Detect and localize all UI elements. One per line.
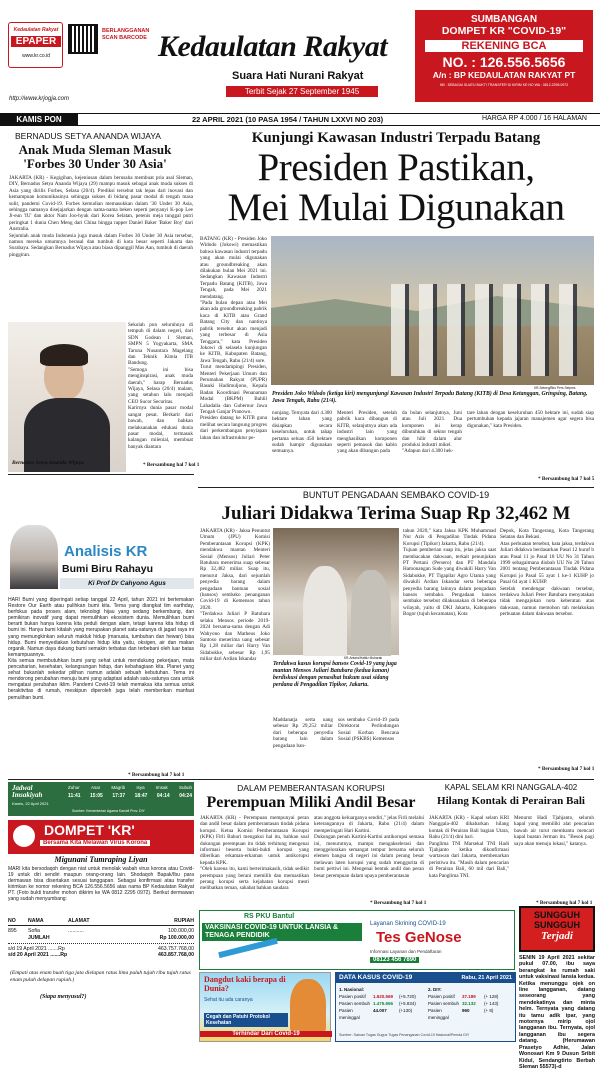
epaper-url: www.kr.co.id bbox=[22, 53, 50, 59]
jadwal-title: Jadwal Imsakiyah bbox=[12, 784, 43, 799]
vaksin-ad[interactable] bbox=[199, 910, 515, 970]
dompet-header bbox=[8, 820, 194, 854]
cell: Sofia bbox=[28, 928, 40, 934]
main-col-5: tare lahan dengan keseluruhan 450 hektare ini, sudah siap pertumbuhan kepada jajaran manajemen agar segera bisa digunakan," kata Presiden. bbox=[467, 410, 594, 429]
kapal-col-2: Menurut Hadi Tjahjanto, seluruh kapal yang memiliki alat pencarian bawah air turut membantu mencari kapal buatan Jerman itu. "Besok pagi saya akan menuju lokasi," katanya. bbox=[514, 815, 594, 847]
person-icon bbox=[351, 570, 391, 656]
jadwal-label: Imsak bbox=[155, 785, 168, 790]
kpk-continue: * Bersambung hal 7 kol 1 bbox=[370, 900, 427, 906]
sd-label: s/d 19 April 2021 .......Rp bbox=[8, 946, 65, 952]
jumlah-label: JUMLAH bbox=[28, 935, 50, 941]
stat-add: (+ 128) bbox=[484, 994, 499, 999]
stat-label: Pasien positif bbox=[428, 994, 455, 999]
phone-label: 08123 456 7890 bbox=[370, 957, 419, 963]
covid-title: DATA KASUS COVID-19 bbox=[339, 974, 413, 981]
epaper-box[interactable] bbox=[8, 22, 63, 68]
forbes-body2: Sekolah pun seluruhnya di tempuh di dalam negeri, dari SDN Godean 1 Sleman, SMPN 5 Yogyakarta, SMA Taruna Nusantara Magelang dan Teknik Kimia ITB Bandung. "Semoga ini bisa menginspirasi, anak muda daerah," harap Bernadus Wijaya, Selasa (20/4) malam, yang setahun lalu menjadi CEO Sucor Securitas. Karirnya dunia pasar modal sangat pesat. Berkarir dari bawah, dan bahkan melaksanakan edukasi dunia pasar modal, termasuk kalangan milenial, membuat banyak diantara bbox=[128, 322, 193, 450]
jadwal-time: 15:05 bbox=[90, 793, 103, 799]
juliari-col-5: Depok, Kota Tangerang, Kota Tangerang Selatan dan Bekasi. Atas perbuatan tersebut, kata jaksa, terdakwa Juliari didakwa berdasarkan Pasal 12 huruf b atau Pasal 11 jo Pasal 18 UU No 31 Tahun 1999 sebagaimana diubah UU No 20 Tahun 2001 tentang Pemberantasan Tindak Pidana Korupsi jo Pasal 55 ayat 1 ke-1 KUHP jo Pasal 64 ayat 1 KUHP. Setelah mendengar dakwaan tersebut, terdakwa Juliari Peter Batubara menyatakan tidak mengajukan nota keberatan atas dakwaan, namun memohon tah melakukan perbuatan dalam dakwaan tersebut. bbox=[500, 528, 594, 618]
jadwal-time: 11:41 bbox=[68, 793, 81, 799]
covid-date: Rabu, 21 April 2021 bbox=[461, 975, 512, 981]
kpk-kicker: DALAM PEMBERANTASAN KORUPSI bbox=[237, 783, 385, 793]
jadwal-time: 18:47 bbox=[134, 793, 148, 799]
forbes-continue: * Bersambung hal 7 kol 1 bbox=[143, 462, 200, 468]
diy-label: 2. DIY: bbox=[428, 987, 442, 992]
jumlah-value: Rp 100.000,00 bbox=[159, 935, 194, 941]
stat-label: Pasien meninggal bbox=[339, 1008, 360, 1020]
stat-value: 1.475.656 bbox=[373, 1001, 394, 1006]
sd-value: 463.757.768,00 bbox=[157, 946, 194, 952]
masthead: Kedaulatan Rakyat bbox=[158, 30, 388, 63]
stat-add: (+130) bbox=[399, 1008, 413, 1013]
stat-label: Pasien positif bbox=[339, 994, 366, 999]
jadwal-source: Sumber: Kementerian Agama Kanwil Prov. DIY bbox=[72, 809, 145, 813]
juliari-col-2: Maddanatja serta uang sebesar Rp 29,252 miliar dari beberapa penyedia barang lain dalam pengadaan ban- bbox=[273, 717, 333, 749]
dangdut-ad[interactable] bbox=[199, 972, 331, 1042]
dompet-note: (Empati atas enam buah tiga jata dielapan ratus lima puluh tujuh ribu tujuh ratus enam puluh delapan rupiah.) bbox=[10, 970, 191, 983]
juliari-kicker: BUNTUT PENGADAAN SEMBAKO COVID-19 bbox=[302, 490, 490, 500]
kpk-headline: Perempuan Miliki Andil Besar bbox=[206, 794, 416, 811]
dangdut-footer: Terhindar Dari Covid-19 bbox=[200, 1031, 332, 1037]
donation-box bbox=[415, 10, 593, 102]
sungguh-body: SENIN 19 April 2021 sekitar pukul 07.00, ibu saya berangkat ke rumah saki untuk vaksinasi lansia kedua. Ketika menunggu ojek on line langganan, datang seseorang yang mendekatinya dan minta helm. Ternyata yang datang itu tamu adik ipar, yang motornya mirip ojol langganan ibu. Ternyata, ojol langganan ibu segera datang. (Herumawan Prasetyo Adhie, Jalan Wonosari Km 9 Dusun Sribit Kidul, Sendangtirto Berbah Sleman 55573)-d bbox=[519, 955, 595, 1070]
dangdut-sub: Sehat itu ada caranya bbox=[204, 997, 253, 1003]
main-continue: * Bersambung hal 7 kol 5 bbox=[538, 476, 595, 482]
cell: ........... bbox=[68, 928, 84, 934]
dangdut-title: Dangdut kaki berapa di Dunia? bbox=[204, 975, 286, 993]
dompet-sub: Bersama Kita Melawan Virus Korona bbox=[40, 840, 150, 846]
donation-title1: SUMBANGAN bbox=[470, 14, 538, 25]
stat-add: (+ 143) bbox=[484, 1001, 499, 1006]
juliari-col-1: JAKARTA (KR) - Jaksa Penuntut Umum (JPU) Komisi Pemberantasan Korupsi (KPK) mendakwa mantan Menteri Sosial (Mensos) Juliari Peter Batubara menerima suap sebesar Rp 32,482 miliar. Suap itu, menurut Jaksa, dari sejumlah penyedia barang dalam pengadaan bantuan sosial (bansos) sembako penanganan Covid-19 di Kemensos tahun 2020. "Terdakwa Juliari P Batubara selaku Mensos periode 2019-2024 bersama-sama dengan Adi Wahyono dan Matheus Joko Santoso menerima uang sebesar Rp 1,28 miliar dari Harry Van Sidabukke, sebesar Rp 1,95 miliar dari Ardian Iskandar bbox=[200, 528, 270, 663]
dompet-tag: Migunani Tumraping Liyan bbox=[54, 855, 148, 864]
jadwal-label: Asar bbox=[90, 785, 101, 790]
jadwal-table bbox=[68, 785, 192, 799]
analisis-title: Analisis KR bbox=[64, 543, 148, 560]
main-caption: Presiden Joko Widodo (ketiga kiri) mengunjungi Kawasan Industri Terpadu Batang (KITB) di Desa Ketanggan, Gringsing, Batang, Jawa Tengah, Rabu (21/4). bbox=[272, 391, 588, 404]
main-headline-1: Presiden Pastikan, bbox=[257, 146, 535, 189]
person-hair-icon bbox=[40, 344, 88, 366]
jadwal-time: 04:24 bbox=[179, 793, 192, 799]
sungguh-title-2: SUNGGUH bbox=[533, 920, 580, 930]
person-icon bbox=[303, 566, 347, 656]
covid-header bbox=[336, 973, 515, 983]
divider bbox=[198, 487, 594, 488]
divider bbox=[8, 779, 594, 780]
juliari-continue: * Bersambung hal 7 kol 1 bbox=[538, 766, 595, 772]
epaper-label: EPAPER bbox=[11, 36, 61, 47]
col-header: NO bbox=[8, 918, 16, 924]
issue-date: 22 APRIL 2021 (10 PASA 1954 / TAHUN LXXVI NO 203) bbox=[192, 115, 384, 124]
cell: 895 bbox=[8, 928, 17, 934]
main-photo-credit: KR-Setneg/Biro Pers Setpres bbox=[534, 386, 576, 390]
tes-label: Tes GeNose bbox=[376, 929, 462, 946]
stat-value: 1.620.569 bbox=[373, 994, 394, 999]
nasional-block bbox=[339, 986, 423, 1021]
price-label: HARGA RP 4.000 / 16 HALAMAN bbox=[482, 115, 587, 122]
jadwal-date: Kamis, 22 April 2021 bbox=[12, 801, 49, 806]
forbes-headline: Anak Muda Sleman Masuk 'Forbes 30 Under 30 Asia' bbox=[18, 142, 172, 171]
sungguh-box bbox=[519, 906, 595, 952]
forbes-body: JAKARTA (KR) - Kegigihan, kejeniusan dalam berusaha membuat pria asal Sleman, DIY, Bernadus Setya Ananda Wijaya (29) mampu masuk sebagai anak muda sukses di Asia yang dirilis Forbes, Selasa (20/4). Prediksi tersebut tak lepas dari inovasi dan kemampuan komunikasinya sehingga sukses di bidang pasar modal di tengah masa sulit, pandemi Covid-19. Forbes kemudian memasukkan dalam '30 Under 30 Asia, sehingga namanya disejajarkan dengan nama-nama beken seperti penyanyi K-pop Lee Ji-eun 'IU' dan aktor Nam Joo-hyuk dari Korea Selatan, petenis meja tunggal putri peringkat 1 dunia Chen Meng dari China hingga rapper Daniel Baker 'Baker Boy' dari Australia. Sejumlah anak muda Indonesia juga masuk dalam Forbes 30 Under 30 Asia tersebut, namun mereka umumnya berasal dan tumbuh di kota besar seperti Jakarta dan Surabaya. Sedangkan Bernadus Wijaya atau biasa dipanggil Mas Aan, tumbuh di daerah pinggiran. bbox=[9, 175, 193, 258]
scan-label: BERLANGGANAN SCAN BARCODE bbox=[102, 28, 150, 41]
jadwal-time: 04:14 bbox=[156, 793, 170, 799]
author-photo bbox=[10, 525, 58, 589]
stat-value: 32.132 bbox=[462, 1001, 476, 1006]
juliari-col-3: sos sembako Covid-19 pada Direktorat Perlindungan Sosial Korban Bencana Sosial (PSKBS) Kemensos bbox=[338, 717, 399, 743]
dangdut-tag: Cegah dan Patuhi Protokol Kesehatan bbox=[204, 1013, 288, 1027]
donation-note: NB : SEBAGAI SUATU BUKTI TRANSFER DI KIRIM KE NO WA : 0812.2295.0972 bbox=[439, 83, 569, 87]
jadwal-box bbox=[8, 782, 194, 816]
info-label: Informasi Layanan dan Pendaftaran bbox=[370, 949, 442, 954]
analisis-continue: * Bersambung hal 7 kol 1 bbox=[128, 772, 185, 778]
dompet-title: DOMPET 'KR' bbox=[44, 822, 135, 838]
forbes-caption: Bernadus Setya Ananda Wijaya bbox=[12, 460, 84, 466]
service-label: Layanan Skrining COVID-19 bbox=[370, 921, 446, 927]
stat-add: (+5.720) bbox=[399, 994, 416, 999]
stat-add: (+ 8) bbox=[484, 1008, 494, 1013]
juliari-headline: Juliari Didakwa Terima Suap Rp 32,462 M bbox=[221, 503, 571, 524]
col-header: RUPIAH bbox=[174, 918, 194, 924]
sungguh-title-3: Terjadi bbox=[541, 930, 573, 942]
main-col-4: da bulan selanjutnya, Juni atau Juli 2021. Dua komponen ini kerap dibutuhkan di sektor tengah dan hilir dalam alur produksi industri mikel. "Adapun dari 4.300 hek- bbox=[402, 410, 462, 455]
main-col-1: BATANG (KR) - Presiden Joko Widodo (Jokowi) memastikan bahwa kawasan industri terpadu yang akan mulai digunakan atau groundbreaking akan dilakukan bulan Mei 2021 ini. Sedangkan Kawasan Industri Terpadu Batang (KITB), Jawa Tengah, pada Mei 2021 mendatang. "Pada bulan depan atau Mei akan ada groundbreaking pabrik kaca di KITB atau Grand Batang City dan nantinya pabrik tersebut akan menjadi yang terbesar di Asia Tenggara," kata Presiden Jokowi di selasela kunjungan ke KITB, Kabupaten Batang, Jawa Tengah, Rabu (21/4) sore. Turut mendampingi Presiden, Menteri Pekerjaan Umum dan Perumahan Rakyat (PUPR) Basuki Hadimuljono, Kepala Badan Koordinasi Penanaman Modal (BKPM) Bahlil Lahadalia dan Gubernur Jawa Tengah Ganjar Pranowo. Presiden datang ke KITB guna melihat secara langsung progres dari perkembangan penyiapan lahan dan infrastruktur pe- bbox=[200, 236, 267, 441]
jadwal-time: 17:37 bbox=[112, 793, 126, 799]
since-badge: Terbit Sejak 27 September 1945 bbox=[226, 86, 378, 97]
sd-label: s/d 20 April 2021 .......Rp bbox=[8, 952, 68, 958]
juliari-photo-credit: KR-Antara/Hafidz Mubarak bbox=[344, 656, 383, 660]
donation-number: NO. : 126.556.5656 bbox=[442, 54, 566, 70]
jadwal-label: Magrib bbox=[111, 785, 126, 790]
day-label: KAMIS PON bbox=[0, 113, 78, 126]
covid-footer: Sumber: Satuan Tugas Gugus Tugas Penanganan Covid-19 Nasional/Pemda DIY bbox=[339, 1033, 470, 1037]
donation-bank: REKENING BCA bbox=[425, 40, 583, 52]
forbes-photo bbox=[8, 322, 126, 472]
kapal-col-1: JAKARTA (KR) - Kapal selam KRI Nanggala-402 dikabarkan hilang kontak di Perairan Bali bagian Utara, Rabu (21/4) dini hari. Panglima TNI Marsekal TNI Hadi Tjahjanto ketika dikonfirmasi wartawan dari Jakarta, membenarkan peristiwa itu. "Masih dalam pencarian di Perairan Bali, 60 mil dari Bali," kata Panglima TNI. bbox=[429, 815, 509, 879]
dompet-body: MARI kita bersodaqoh dengan niat untuk menolak wabah virus korona atau Covid-19 untuk diri sendiri maupun orang-orang lain. Shodaqoh Bapak/Ibu para dermawan bisa disertakan sesuai tanggapan. Sebagai konfirmasi atau transfer kirimkan ke nomor rekening BCA 126.556.5656 atas nama BP Kedaulatan Rakyat PT. (Foto bukti transfer mohon dikirim ke WA 0812 2295 0972). Berikut dermawan yang sudah menyumbang: bbox=[8, 866, 194, 903]
sungguh-title-1: SUNGGUH bbox=[533, 910, 580, 920]
dompet-close: (Siapa menyusul?) bbox=[40, 994, 87, 1000]
sd-value: 463.857.768,00 bbox=[157, 952, 194, 958]
donation-name: A/n : BP KEDAULATAN RAKYAT PT bbox=[432, 70, 576, 80]
hospital-name: RS PKU Bantul bbox=[244, 913, 295, 920]
analisis-author: Ki Prof Dr Cahyono Agus bbox=[60, 578, 194, 589]
stat-add: (+5.834) bbox=[399, 1001, 416, 1006]
diy-block bbox=[428, 986, 514, 1021]
jadwal-label: Subuh bbox=[178, 785, 192, 790]
table-row bbox=[8, 928, 194, 934]
col-header: NAMA bbox=[28, 918, 44, 924]
juliari-photo bbox=[273, 528, 399, 655]
website-link[interactable]: http://www.krjogja.com bbox=[9, 96, 70, 102]
analisis-body: HARI Bumi yang diperingati setiap tanggal 22 April, tahun 2021 ini bertemakan Restore Our Earth atau pulihkan bumi kita. Tema yang diangkat tim earthday, berfokus pada proses alam, teknologi hijau yang sedang berkembang, dan pemikiran inovatif yang dapat memulihkan ekosistem dunia. Memulihkan bumi berarti bukan hanya karena kita peduli dengan alam, tetapi karena kita hidup di bumi ini. Hanya bumi kitalah yang merupakan planet satu-satunya di jagad raya ini yang memungkinkan seluruh makluk hidup (manusia, tumbuhan dan hewan) bisa hidup. Bumi menyediakan kebutuhan hidup kita yaitu, oksigen, air dan makan organik. Namun daya dukung bumi semakin terbatas dan terbebani oleh luar batas kemampuannya. Kita semua membutuhkan bumi yang sehat untuk mendukung pekerjaan, mata pencaharian, kesehatan, kelangsungan hidup, dan kebahagiaan kita. Planet yang sehat bukanlah sekedar pilihan namun adalah sebuah kebutuhan. Tema ini mendorong perubahan menuju bumi yang adaptasi adalah satu-satunya cara untuk mengatasi perubahan iklim. Pandemi Covid-19 telah memaksa kita semua untuk berakitvitas di rumah, meskipun diperoleh juga telah memberikan manfaat pemulihan bumi. bbox=[8, 597, 194, 701]
kpk-col-2: atau anggota keluarganya sendiri," jelas Firli melalui keterangannya di Jakarta, Rabu (21/4) dalam memperingati Hari Kartini. Dukungan penuh Kartini-Kartini antikorupsi semasa ini, menurutnya, mampu mengakselerasi dan menggelorakan semangat tempur bersama seluruh elemen bangsa di negeri ini dalam perang besar melawan laten korupsi yang sudah menggurita di bumi pertiwi ini. Mengenai bentuk andil dan peran besar perempuan dalam upaya pemberantasan bbox=[314, 815, 424, 879]
covid-box bbox=[335, 972, 516, 1042]
vaksin-title: VAKSINASI COVID-19 UNTUK LANSIA & TENAGA PENDIDIK bbox=[202, 923, 362, 941]
stat-value: 37.189 bbox=[462, 994, 476, 999]
main-col-3: Menteri Presiden, setelah pabrik kaca dibangun di KITB, selanjutnya akan ada industri lain yang menghasilkan komponen seperti pemasok dan kabin yang akan dibangun pada bbox=[337, 410, 397, 455]
stat-value: 960 bbox=[462, 1008, 470, 1013]
main-col-2: nunjang. Ternyata dari 4.300 hektare lahan yang disiapkan secara keseluruhan, untuk tahap pertama seluas 450 hektare sudah hampir digunakan semuanya. bbox=[272, 410, 332, 455]
nasional-label: 1. Nasional: bbox=[339, 987, 365, 992]
stat-label: Pasien meninggal bbox=[428, 1008, 449, 1020]
dompet-table bbox=[8, 918, 194, 958]
stat-value: 44.007 bbox=[373, 1008, 387, 1013]
divider bbox=[8, 474, 194, 475]
qr-code-icon[interactable] bbox=[68, 24, 98, 54]
kapal-kicker: KAPAL SELAM KRI NANGGALA-402 bbox=[444, 783, 578, 792]
kapal-continue: * Bersambung hal 7 kol 1 bbox=[536, 900, 593, 906]
juliari-col-4: tahun 2020," kata Jaksa KPK Muhammad Nur Azis di Pengadilan Tindak Pidana Korupsi (Tipikor) Jakarta, Rabu (21/4). Tujuan pemberian suap itu, jelas jaksa saat membacakan dakwaan, terkait penunjukan PT Pertani (Persero) dan PT Mandala Hamonangan Sude yang diwakili Harry Van Sidabukke, PT Tigapilar Agro Utama yang diwakili Ardian Iskandar serta beberapa penyedia barang lainnya dalam pengadaan bansos sembako. Pengadaan bansos sembako tersebut dilaksanakan di beberapa wilayah, yaitu di DKI Jakarta, Kabupaten Bogor (tujuh kecamatan), Kota bbox=[403, 528, 496, 618]
cell: 100.000,00 bbox=[168, 928, 194, 934]
donation-title2: DOMPET KR "COVID-19" bbox=[441, 25, 567, 37]
col-header: ALAMAT bbox=[68, 918, 90, 924]
jadwal-label: Isya bbox=[136, 785, 145, 790]
kapal-headline: Hilang Kontak di Perairan Bali bbox=[437, 795, 585, 807]
stat-label: Pasien sembuh bbox=[339, 1001, 371, 1006]
epaper-brand: Kedaulatan Rakyat bbox=[13, 27, 59, 33]
main-headline-2: Mei Mulai Digunakan bbox=[227, 186, 565, 229]
stat-label: Pasien sembuh bbox=[428, 1001, 460, 1006]
main-photo bbox=[271, 236, 594, 385]
analisis-sub: Bumi Biru Rahayu bbox=[62, 563, 154, 575]
kpk-col-1: JAKARTA (KR) - Perempuan mempunyai peran dan andil besar dalam pemberantasan tindak pidana korupsi. Ketua Komisi Pemberantasan Korupsi (KPK) Firli Bahuri mengakui hal itu, bahkan soal dukungan perempuan itu tidak terhitung mengenai informasi beserta bukti-bukti korupsi yang diberikan erkaman-erkaman untuk antikorupsi kepada KPK. "Oleh karena itu, kami berterimakasih, tidak sedikit perempuan yang berani memilih dan memastikan perang korupsi serta kejahatan korupsi mesti melibatkan teman, sahabat bahkan saudara bbox=[200, 815, 309, 892]
kr-logo-icon bbox=[13, 825, 35, 847]
juliari-caption: Terdakwa kasus korupsi bansos Covid-19 yang juga mantan Mensos Juliari Batubara (kedua kanan) berdiskusi dengan penasihat hukum usai sidang perdana di Pengadilan Tipikor, Jakarta. bbox=[273, 661, 397, 688]
tagline: Suara Hati Nurani Rakyat bbox=[232, 70, 364, 82]
jadwal-label: Zuhur bbox=[68, 785, 80, 790]
cartoon-figure-icon bbox=[290, 979, 326, 1033]
main-kicker: Kunjungi Kawasan Industri Terpadu Batang bbox=[251, 130, 541, 146]
forbes-kicker: BERNADUS SETYA ANANDA WIJAYA bbox=[15, 131, 161, 141]
group-people-icon bbox=[391, 284, 581, 376]
